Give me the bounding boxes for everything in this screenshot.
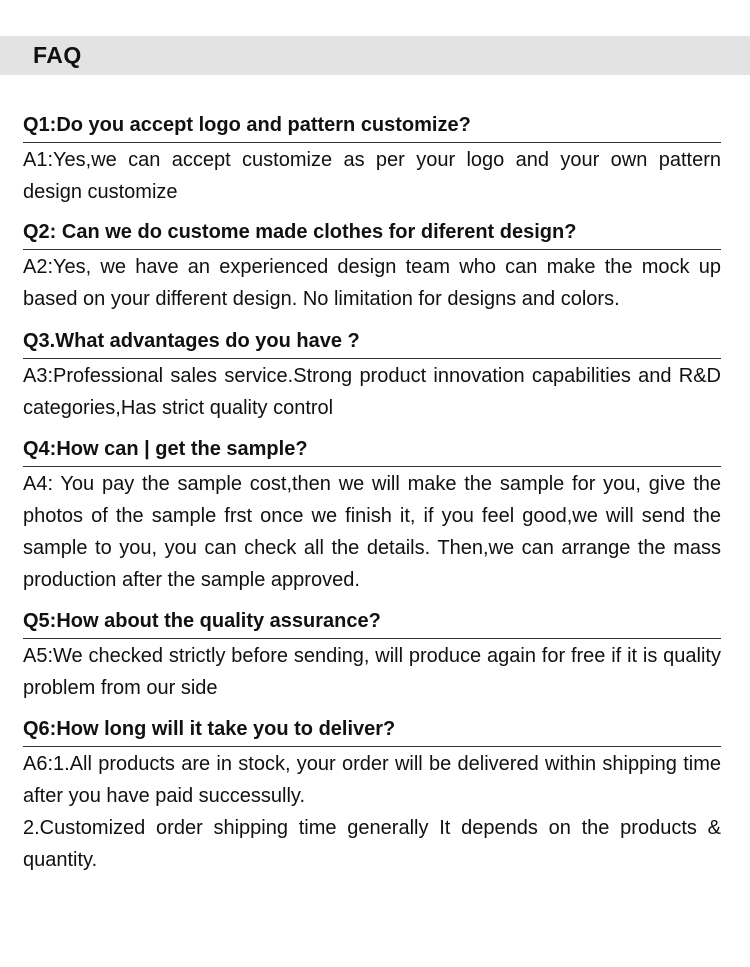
faq-question: Q5:How about the quality assurance? bbox=[23, 608, 721, 639]
faq-answer: A4: You pay the sample cost,then we will make the sample for you, give the photos of the sample frst once we finish it, if you feel good,we will send the sample to you, you can check all the details. Then,we can arrange the mass production after the sample approved. bbox=[23, 473, 721, 591]
faq-header-bar bbox=[0, 36, 750, 75]
faq-answer: A2:Yes, we have an experienced design team who can make the mock up based on your different design. No limitation for designs and colors. bbox=[23, 256, 721, 310]
page-title: FAQ bbox=[33, 42, 82, 68]
faq-answer: A5:We checked strictly before sending, will produce again for free if it is quality problem from our side bbox=[23, 645, 721, 699]
faq-item bbox=[23, 608, 721, 704]
faq-item bbox=[23, 328, 721, 424]
faq-question: Q1:Do you accept logo and pattern customize? bbox=[23, 112, 721, 143]
faq-question: Q6:How long will it take you to deliver? bbox=[23, 716, 721, 747]
faq-list bbox=[23, 112, 721, 876]
faq-item bbox=[23, 112, 721, 208]
faq-question: Q3.What advantages do you have ? bbox=[23, 328, 721, 359]
faq-item bbox=[23, 436, 721, 596]
faq-answer: A1:Yes,we can accept customize as per your logo and your own pattern design customize bbox=[23, 149, 721, 203]
faq-question: Q4:How can | get the sample? bbox=[23, 436, 721, 467]
faq-item bbox=[23, 219, 721, 315]
faq-answer: A3:Professional sales service.Strong product innovation capabilities and R&D categories,Has strict quality control bbox=[23, 365, 721, 419]
faq-item bbox=[23, 716, 721, 876]
faq-answer: A6:1.All products are in stock, your order will be delivered within shipping time after you have paid successully. 2.Customized order shipping time generally It depends on the products & quantity. bbox=[23, 753, 721, 871]
faq-question: Q2: Can we do custome made clothes for diferent design? bbox=[23, 219, 721, 250]
